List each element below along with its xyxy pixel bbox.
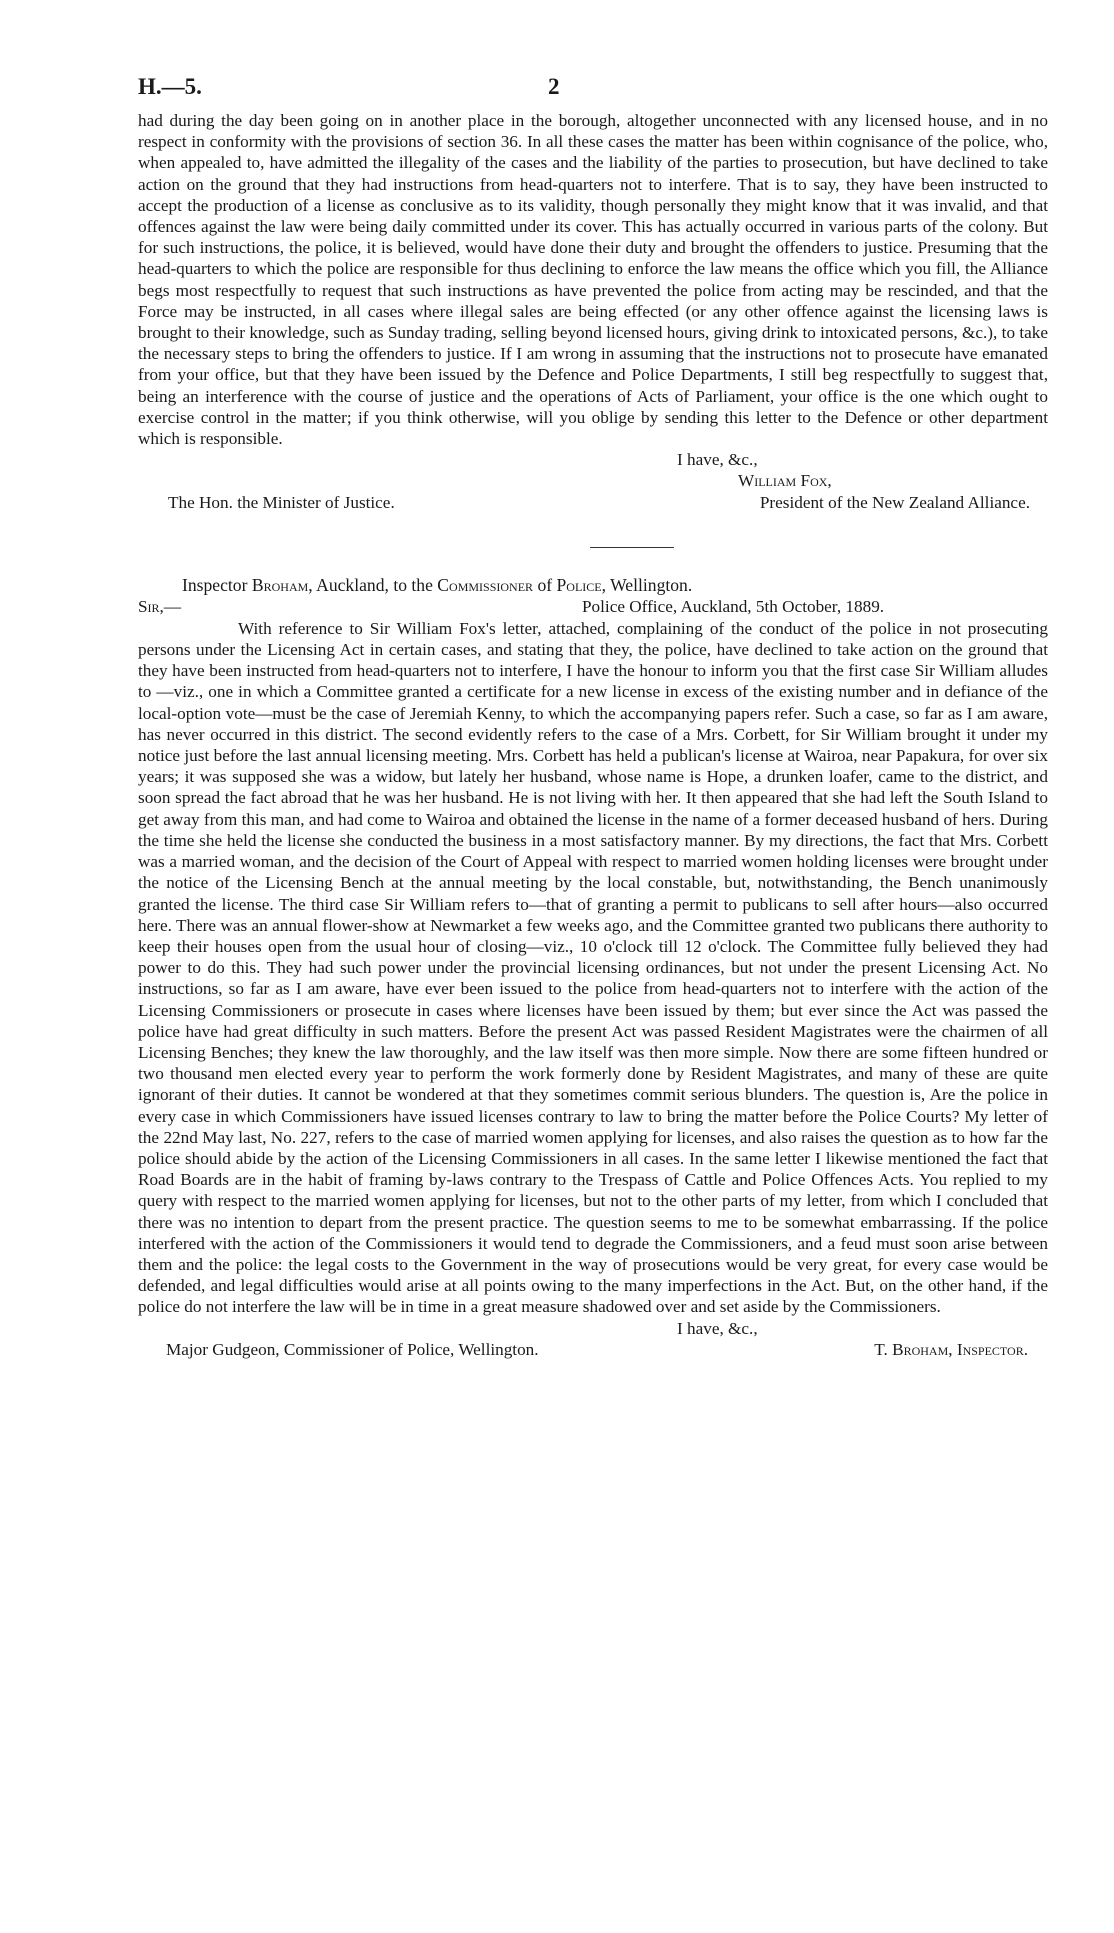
letter-1-addressee: The Hon. the Minister of Justice. bbox=[168, 492, 395, 512]
letter-2-dateline: Police Office, Auckland, 5th October, 1889. bbox=[582, 596, 885, 616]
heading-part: Commissioner bbox=[437, 574, 534, 595]
letter-2-closing: I have, &c., bbox=[677, 1318, 758, 1338]
running-header bbox=[138, 74, 1048, 110]
heading-part: Inspector bbox=[182, 574, 252, 595]
letter-2-signatory: T. Broham, Inspector. bbox=[874, 1339, 1028, 1359]
page-number: 2 bbox=[548, 74, 560, 99]
letter-2-salutation: Sir,— bbox=[138, 596, 182, 616]
letter-2-heading bbox=[138, 574, 1048, 596]
letter-1-signatory-name bbox=[138, 470, 1048, 491]
letter-2-signature-row bbox=[138, 1339, 1048, 1360]
letter-1-signatory-name-text: William Fox, bbox=[738, 471, 832, 491]
letter-2-body: With reference to Sir William Fox's letter, attached, complaining of the conduct of the police in not prosecuting persons under the Licensing Act in certain cases, and stating that they, the police, have declined to take action on the ground that they have been instructed from head-quarters not to interfere, I have the honour to inform you that the first case Sir William alludes to —viz., one in which a Committee granted a certificate for a new license in excess of the existing number and in defiance of the local-option vote—must be the case of Jeremiah Kenny, to which the accompanying papers refer. Such a case, so far as I am aware, has never occurred in this district. The second evidently refers to the case of a Mrs. Corbett, for Sir William brought it under my notice just before the last annual licensing meeting. Mrs. Corbett has held a publican's license at Wairoa, near Papakura, for over six years; it was supposed she was a widow, but lately her husband, whose name is Hope, a drunken loafer, came to the district, and soon spread the fact abroad that he was her husband. He is not living with her. It then appeared that she had left the South Island to get away from this man, and had come to Wairoa and obtained the license in the name of a former deceased husband of hers. During the time she held the license she conducted the business in a most satisfactory manner. By my directions, the fact that Mrs. Corbett was a married woman, and the decision of the Court of Appeal with respect to married women holding licenses were brought under the notice of the Licensing Bench at the annual meeting by the local constable, but, notwithstanding, the Bench unanimously granted the license. The third case Sir William refers to—that of granting a permit to publicans to sell after hours—also occurred here. There was an annual flower-show at Newmarket a few weeks ago, and the Committee granted two publicans there authority to keep their houses open from the usual hour of closing—viz., 10 o'clock till 12 o'clock. The Committee fully believed they had power to do this. They had such power under the provincial licensing ordinances, but not under the present Licensing Act. No instructions, so far as I am aware, have ever been issued to the police from head-quarters not to interfere with the action of the Licensing Commissioners or prosecute in cases where licenses have been issued by them; but ever since the Act was passed the police have had great difficulty in such matters. Before the present Act was passed Resident Magistrates were the chairmen of all Licensing Benches; they knew the law thoroughly, and the law itself was then more simple. Now there are some fifteen hundred or two thousand men elected every year to perform the work formerly done by Resident Magistrates, and many of these are quite ignorant of their duties. It cannot be wondered at that they sometimes commit serious blunders. The question is, Are the police in every case in which Commissioners have issued licenses contrary to law to bring the matter before the Police Courts? My letter of the 22nd May last, No. 227, refers to the case of married women applying for licenses, and also raises the question as to how far the police should abide by the action of the Licensing Commissioners in all cases. In the same letter I likewise mentioned the fact that Road Boards are in the habit of framing by-laws contrary to the Trespass of Cattle and Police Offences Acts. You replied to my query with respect to the married women applying for licenses, but not to the other parts of my letter, from which I concluded that there was no intention to depart from the present practice. The question seems to me to be somewhat embarrassing. If the police interfered with the action of the Commissioners it would tend to degrade the Commissioners, and a feud must soon arise between them and the police: the legal costs to the Government in the way of prosecutions would be very great, for every case would be defended, and legal difficulties would arise at all points owing to the many imperfections in the Act. But, on the other hand, if the police do not interfere the law will be in time in a great measure shadowed over and set aside by the Commissioners. bbox=[138, 618, 1048, 1317]
heading-part: Police bbox=[556, 574, 602, 595]
heading-part: Broham bbox=[251, 574, 309, 595]
letter-1-signatory-title: President of the New Zealand Alliance. bbox=[759, 492, 1030, 512]
heading-part: of bbox=[533, 574, 557, 595]
letter-2-addressee: Major Gudgeon, Commissioner of Police, Wellington. bbox=[166, 1339, 539, 1359]
letter-1-signature-row bbox=[138, 492, 1048, 513]
letter-1-body: had during the day been going on in another place in the borough, altogether unconnected with any licensed house, and in no respect in conformity with the provisions of section 36. In all these cases the matter has been within cognisance of the police, who, when appealed to, have admitted the illegality of the cases and the liability of the parties to prosecution, but have declined to take action on the ground that they had instructions from head-quarters not to interfere. That is to say, they have been instructed to accept the production of a license as conclusive as to its validity, though personally they might know that it was invalid, and that offences against the law were being daily committed under its cover. This has actually occurred in various parts of the colony. But for such instructions, the police, it is believed, would have done their duty and brought the offenders to justice. Presuming that the head-quarters to which the police are responsible for thus declining to enforce the law means the office which you fill, the Alliance begs most respectfully to request that such instructions as have prevented the police from acting may be rescinded, and that the Force may be instructed, in all cases where illegal sales are being effected (or any other offence against the licensing laws is brought to their knowledge, such as Sunday trading, selling beyond licensed hours, giving drink to intoxicated persons, &c.), to take the necessary steps to bring the offenders to justice. If I am wrong in assuming that the instructions not to prosecute have emanated from your office, but that they have been issued by the Defence and Police Departments, I still beg respectfully to suggest that, being an interference with the course of justice and the operations of Acts of Parliament, your office is the one which ought to exercise control in the matter; if you think otherwise, will you oblige by sending this letter to the Defence or other department which is responsible. bbox=[138, 111, 1048, 449]
document-reference: H.—5. bbox=[138, 74, 202, 99]
letter-1-closing: I have, &c., bbox=[677, 450, 758, 470]
letter-2-salutation-row bbox=[138, 596, 1048, 618]
section-divider bbox=[590, 547, 674, 548]
heading-part: , Auckland, to the bbox=[308, 574, 438, 595]
heading-part: , Wellington. bbox=[601, 574, 693, 595]
